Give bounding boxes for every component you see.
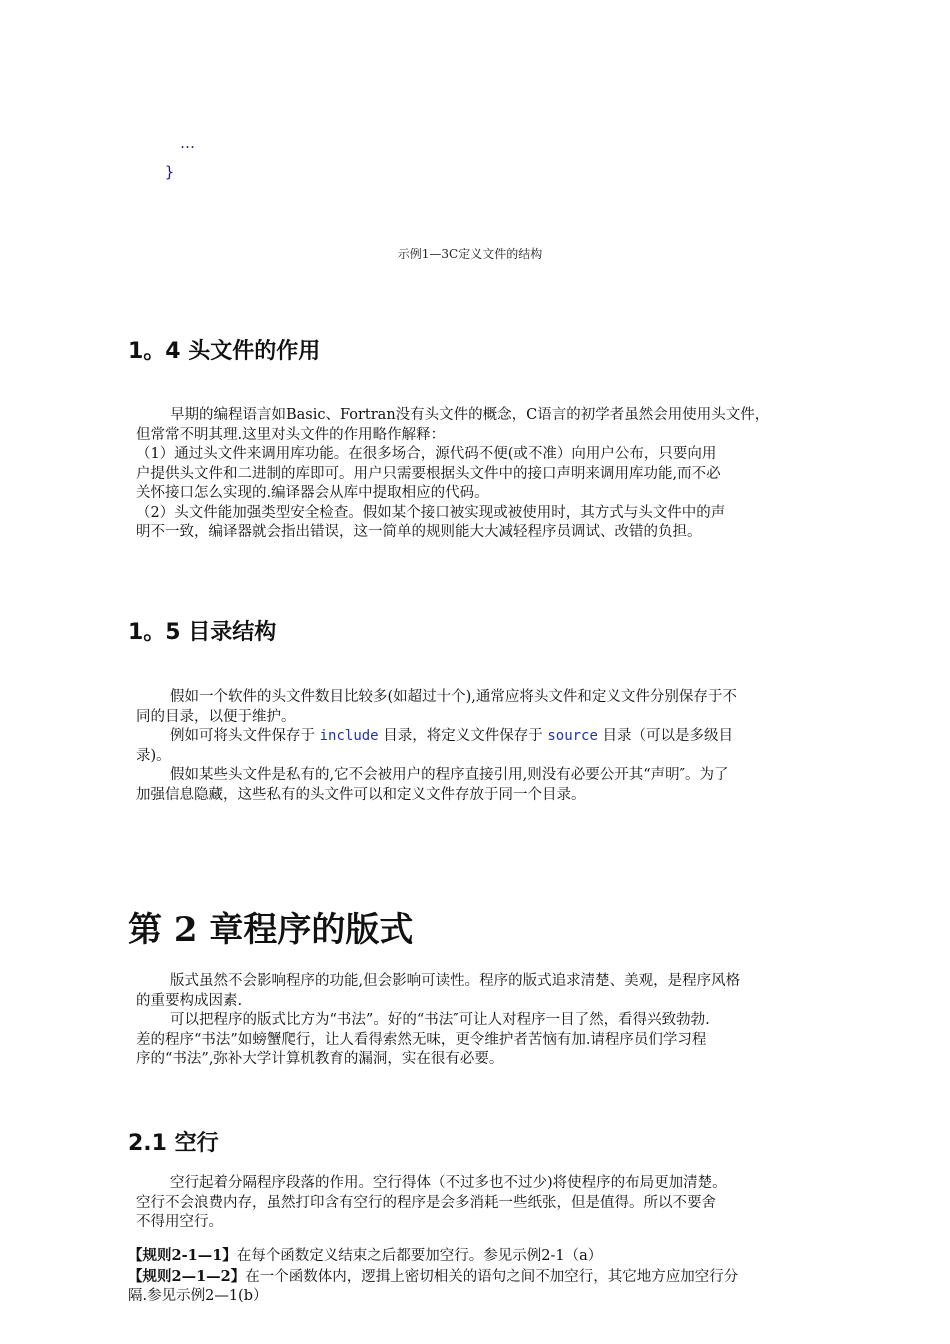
paragraph-line: （2）头文件能加强类型安全检查。假如某个接口被实现或被使用时，其方式与头文件中的声	[136, 504, 726, 521]
section-1-4-body	[136, 406, 836, 543]
paragraph-line: 的重要构成因素.	[136, 992, 243, 1009]
paragraph-line: 关怀接口怎么实现的.编译器会从库中提取相应的代码。	[136, 485, 489, 501]
paragraph-line: 空行不会浪费内存，虽然打印含有空行的程序是会多消耗一些纸张，但是值得。所以不要舍	[136, 1194, 716, 1211]
section-heading-1-5: 1。5 目录结构	[128, 620, 277, 645]
chapter-2-body	[136, 972, 836, 1070]
paragraph-line: （1）通过头文件来调用库功能。在很多场合，源代码不便(或不准）向用户公布，只要向用	[136, 446, 717, 462]
paragraph-line: 户提供头文件和二进制的库即可。用户只需要根据头文件中的接口声明来调用库功能,而不必	[136, 465, 721, 482]
code-closing-brace: }	[165, 163, 175, 181]
paragraph-line: 版式虽然不会影响程序的功能,但会影响可读性。程序的版式追求清楚、美观，是程序风格	[170, 973, 741, 989]
figure-caption: 示例1—3C定义文件的结构	[397, 247, 543, 261]
rule-tag: 【规则2—1—2】	[128, 1267, 246, 1285]
paragraph-line: 可以把程序的版式比方为“书法”。好的“书法″可让人对程序一目了然，看得兴致勃勃.	[170, 1012, 710, 1028]
section-heading-2-1: 2.1 空行	[128, 1131, 219, 1156]
text-run: 目录（可以是多级目	[597, 728, 734, 744]
paragraph-line: 序的“书法”,弥补大学计算机教育的漏洞，实在很有必要。	[136, 1051, 504, 1067]
paragraph-line: 早期的编程语言如Basic、Fortran没有头文件的概念，C语言的初学者虽然会用使用头文件，	[170, 407, 770, 423]
paragraph-line: 加强信息隐藏，这些私有的头文件可以和定义文件存放于同一个目录。	[136, 786, 586, 803]
paragraph-line: 空行起着分隔程序段落的作用。空行得体（不过多也不过少)将使程序的布局更加清楚。	[170, 1175, 727, 1191]
paragraph-line: 同的目录，以便于维护。	[136, 708, 296, 725]
chapter-heading-2: 第 2 章程序的版式	[128, 910, 414, 950]
keyword-include: include	[319, 728, 379, 744]
section-heading-1-4: 1。4 头文件的作用	[128, 339, 321, 364]
rule-text: 在每个函数定义结束之后都要加空行。参见示例2-1（a）	[236, 1248, 603, 1264]
rule-2-1-1	[128, 1246, 828, 1267]
code-ellipsis: …	[180, 134, 195, 152]
keyword-source: source	[547, 728, 598, 744]
paragraph-line: 明不一致，编译器就会指出错误，这一简单的规则能大大减轻程序员调试、改错的负担。	[136, 524, 702, 540]
text-run: 目录，将定义文件保存于	[378, 728, 548, 744]
paragraph-line: 假如一个软件的头文件数目比较多(如超过十个),通常应将头文件和定义文件分别保存于不	[170, 689, 737, 705]
paragraph-line: 不得用空行。	[136, 1214, 223, 1230]
paragraph-line	[136, 727, 836, 747]
rules-block	[128, 1246, 828, 1307]
paragraph-line: 假如某些头文件是私有的,它不会被用户的程序直接引用,则没有必要公开其“声明″。为了	[170, 767, 729, 783]
section-2-1-body	[136, 1174, 836, 1233]
rule-text: 在一个函数体内，逻揖上密切相关的语句之间不加空行，其它地方应加空行分	[245, 1268, 739, 1285]
paragraph-line: 录)。	[136, 747, 171, 764]
rule-2-1-2	[128, 1267, 828, 1288]
paragraph-line: 但常常不明其理.这里对头文件的作用略作解释：	[136, 426, 446, 443]
paragraph-line: 差的程序“书法”如螃蟹爬行，让人看得索然无味，更令维护者苦恼有加.请程序员们学习程	[136, 1031, 707, 1048]
text-run: 例如可将头文件保存于	[170, 728, 320, 744]
rule-2-1-2-continued: 隔.参见示例2—1(b）	[128, 1288, 268, 1304]
section-1-5-body	[136, 688, 836, 805]
rule-tag: 【规则2-1—1】	[128, 1247, 237, 1264]
